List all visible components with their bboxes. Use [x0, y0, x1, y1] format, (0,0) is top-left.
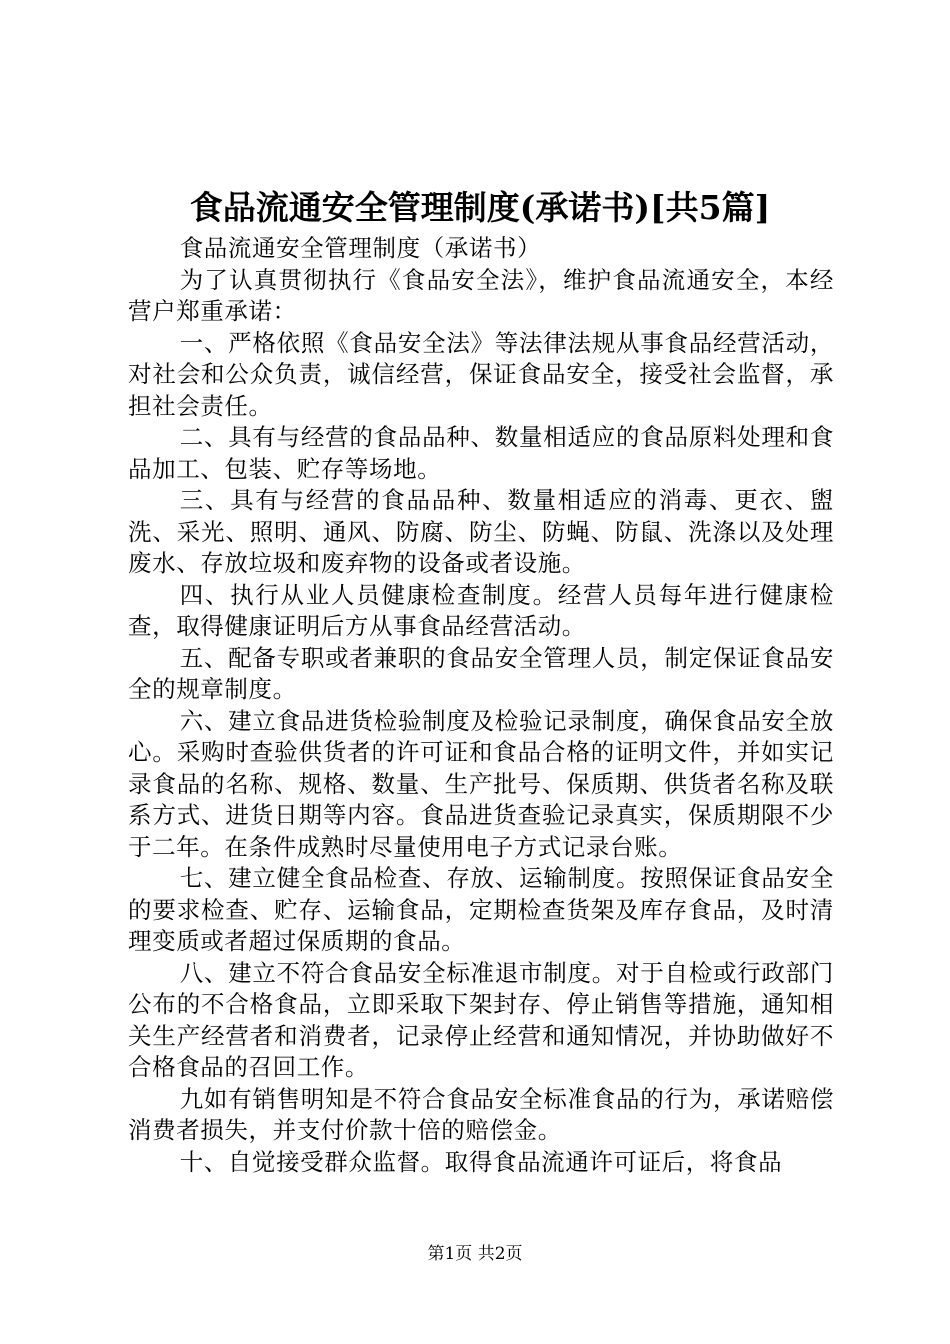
paragraph-subtitle: 食品流通安全管理制度（承诺书）: [179, 234, 542, 262]
document-title: 食品流通安全管理制度(承诺书)[共5篇]: [189, 188, 771, 227]
paragraph-item-2: 二、具有与经营的食品品种、数量相适应的食品原料处理和食品加工、包装、贮存等场地。: [128, 423, 834, 483]
paragraph-item-9: 九如有销售明知是不符合食品安全标准食品的行为，承诺赔偿消费者损失，并支付价款十倍的赔偿金。: [128, 1084, 834, 1144]
document-body: [128, 233, 834, 1178]
paragraph-item-3: 三、具有与经营的食品品种、数量相适应的消毒、更衣、盥洗、采光、照明、通风、防腐、防尘、防蝇、防鼠、洗涤以及处理废水、存放垃圾和废弃物的设备或者设施。: [128, 486, 834, 577]
paragraph-item-4: 四、执行从业人员健康检查制度。经营人员每年进行健康检查，取得健康证明后方从事食品经营活动。: [128, 580, 834, 640]
paragraph-item-6: 六、建立食品进货检验制度及检验记录制度，确保食品安全放心。采购时查验供货者的许可证和食品合格的证明文件，并如实记录食品的名称、规格、数量、生产批号、保质期、供货者名称及联系方式、进货日期等内容。食品进货查验记录真实，保质期限不少于二年。在条件成熟时尽量使用电子方式记录台账。: [128, 706, 834, 861]
paragraph-item-5: 五、配备专职或者兼职的食品安全管理人员，制定保证食品安全的规章制度。: [128, 643, 834, 703]
paragraph-item-7: 七、建立健全食品检查、存放、运输制度。按照保证食品安全的要求检查、贮存、运输食品，定期检查货架及库存食品，及时清理变质或者超过保质期的食品。: [128, 864, 834, 955]
page-indicator: 第1页 共2页: [427, 1244, 523, 1264]
paragraph-intro: 为了认真贯彻执行《食品安全法》，维护食品流通安全，本经营户郑重承诺：: [128, 265, 834, 325]
paragraph-item-10: 十、自觉接受群众监督。取得食品流通许可证后，将食品: [179, 1147, 783, 1176]
paragraph-item-1: 一、严格依照《食品安全法》等法律法规从事食品经营活动，对社会和公众负责，诚信经营，保证食品安全，接受社会监督，承担社会责任。: [128, 328, 834, 420]
paragraph-item-8: 八、建立不符合食品安全标准退市制度。对于自检或行政部门公布的不合格食品，立即采取下架封存、停止销售等措施，通知相关生产经营者和消费者，记录停止经营和通知情况，并协助做好不合格食品的召回工作。: [128, 958, 834, 1081]
